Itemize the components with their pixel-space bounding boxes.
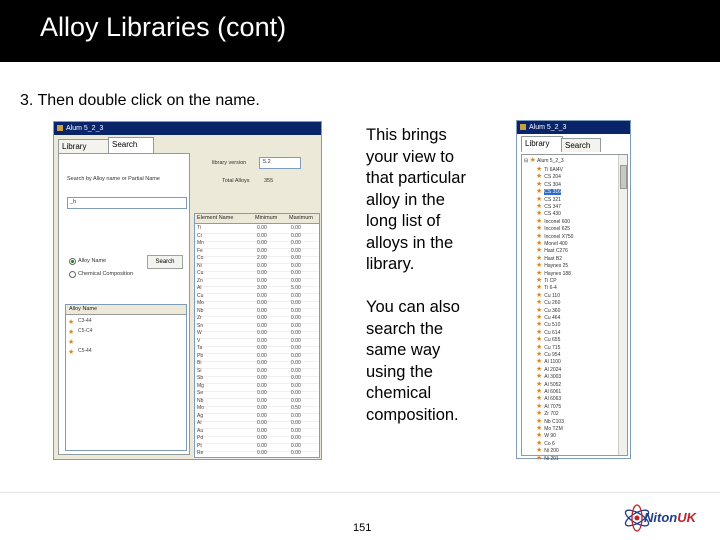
grid-cell-element: Au	[197, 427, 204, 434]
right-library-window	[516, 120, 631, 462]
paragraph-line: library.	[366, 255, 415, 273]
alloy-icon: ★	[536, 240, 545, 247]
grid-cell-maximum: 0.00	[291, 367, 301, 374]
right-window-title: Alum 5_2_3	[529, 124, 567, 131]
alloy-icon: ★	[536, 180, 545, 188]
chemical-composition-radio[interactable]	[69, 271, 76, 278]
alloy-icon: ★	[536, 203, 545, 210]
tree-alloy-item[interactable]	[536, 454, 559, 462]
grid-cell-maximum: 0.00	[291, 345, 301, 351]
tree-alloy-label: Mo TZM	[544, 426, 563, 432]
tree-alloy-label: Cu 715	[544, 344, 561, 351]
grid-cell-minimum: 0.00	[257, 307, 267, 314]
tab-library-label: Library	[62, 142, 87, 151]
grid-cell-maximum: 5.00	[291, 285, 301, 291]
grid-cell-maximum: 0.00	[291, 307, 301, 314]
grid-cell-minimum: 0.00	[257, 232, 267, 239]
tree-alloy-label: Haynes 188	[544, 270, 571, 277]
paragraph-line: You can also	[366, 298, 460, 316]
tree-root[interactable]	[524, 156, 564, 164]
alloy-icon: ★	[536, 454, 545, 462]
grid-cell-element: Zn	[197, 277, 203, 284]
grid-cell-minimum: 0.00	[257, 352, 267, 359]
chemical-composition-radio-label: Chemical Composition	[78, 271, 134, 277]
element-grid	[194, 213, 320, 458]
grid-cell-maximum: 0.00	[291, 322, 301, 329]
search-button[interactable]	[147, 255, 183, 269]
grid-cell-maximum: 0.00	[291, 225, 301, 231]
tab-library[interactable]	[58, 139, 110, 153]
grid-cell-minimum: 0.00	[257, 292, 267, 299]
alloy-icon: ★	[536, 232, 545, 240]
tree-alloy-label: Cu 655	[544, 337, 561, 344]
alloy-icon: ★	[536, 188, 545, 196]
grid-cell-element: Pt	[197, 442, 202, 449]
tree-alloy-label: Cu 110	[544, 292, 560, 299]
paragraph-line: that particular	[366, 169, 466, 187]
total-alloys-value: 355	[264, 178, 274, 184]
grid-cell-minimum: 0.00	[257, 420, 267, 426]
grid-cell-element: Ti	[197, 225, 201, 231]
grid-cell-element: Fe	[197, 247, 203, 254]
alloy-icon: ★	[536, 173, 545, 181]
alloy-icon: ★	[536, 447, 545, 455]
grid-cell-element: Mn	[197, 240, 204, 246]
grid-row	[195, 450, 319, 459]
slide-title-bar	[0, 0, 720, 62]
logo-text	[644, 510, 696, 525]
grid-cell-element: Al	[197, 420, 202, 426]
results-header	[66, 305, 186, 315]
left-window-titlebar	[54, 122, 321, 135]
grid-cell-minimum: 0.00	[257, 315, 267, 321]
grid-cell-maximum: 0.00	[291, 427, 301, 434]
grid-header-minimum: Minimum	[255, 215, 278, 221]
logo-text-niton: Niton	[644, 510, 678, 525]
tree-alloy-label: Al 5052	[544, 381, 562, 388]
alloy-icon: ★	[536, 343, 545, 351]
footer-divider	[0, 492, 720, 493]
tree-alloy-label: Cu 260	[544, 300, 561, 307]
tree-alloy-label: Ti CP	[544, 278, 557, 284]
grid-cell-element: Zr	[197, 315, 202, 321]
tree-alloy-label: Inconel 600	[544, 218, 571, 225]
tree-root-label: Alum 5_2_3	[537, 158, 564, 164]
results-header-label: Alloy Name	[69, 306, 98, 312]
tree-alloy-label: Monel 400	[544, 241, 568, 247]
grid-cell-maximum: 0.00	[291, 315, 301, 321]
total-alloys-label: Total Alloys	[222, 178, 250, 184]
tree-alloy-label: Co 6	[544, 440, 555, 447]
paragraph-line: alloys in the	[366, 233, 454, 252]
grid-cell-minimum: 0.00	[257, 262, 267, 269]
grid-cell-maximum: 0.00	[291, 382, 301, 389]
tree-alloy-label: Al 1100	[544, 359, 561, 366]
grid-cell-minimum: 0.00	[257, 397, 267, 404]
alloy-icon: ★	[536, 269, 545, 277]
grid-cell-minimum: 0.00	[257, 367, 267, 374]
tree-scrollbar[interactable]	[618, 155, 627, 455]
grid-cell-maximum: 0.00	[291, 375, 301, 381]
grid-cell-maximum: 0.00	[291, 247, 301, 254]
paragraph-view-explanation	[366, 125, 486, 276]
grid-cell-element: Bi	[197, 360, 202, 366]
alloy-icon: ★	[536, 195, 545, 203]
alloy-icon: ★	[536, 247, 545, 255]
grid-cell-maximum: 0.00	[291, 262, 301, 269]
grid-cell-maximum: 0.00	[291, 450, 301, 456]
logo-text-uk: UK	[677, 510, 696, 525]
grid-cell-element: Pd	[197, 435, 204, 441]
grid-cell-element: Mo	[197, 300, 204, 306]
paragraph-line: search the	[366, 319, 444, 338]
grid-cell-element: Cr	[197, 232, 203, 239]
tree-expander-icon[interactable]: ⊟	[524, 158, 530, 164]
alloy-icon: ★	[536, 395, 545, 403]
grid-cell-element: Nb	[197, 307, 204, 314]
tree-alloy-label: Cu 360	[544, 307, 561, 314]
alloy-icon: ★	[536, 425, 545, 432]
grid-cell-minimum: 0.00	[257, 375, 267, 381]
grid-cell-maximum: 0.00	[291, 412, 301, 419]
paragraph-line: using the	[366, 362, 433, 381]
tree-alloy-label: CS 316	[544, 189, 561, 196]
alloy-icon: ★	[536, 328, 545, 336]
grid-cell-maximum: 0.00	[291, 420, 301, 426]
search-button-label: Search	[155, 259, 175, 265]
tree-alloy-label: Cu 464	[544, 315, 561, 321]
alloy-icon: ★	[68, 319, 75, 326]
alloy-icon: ★	[536, 373, 545, 381]
grid-cell-maximum: 0.00	[291, 300, 301, 306]
tree-alloy-label: Al 2024	[544, 366, 562, 373]
tree-alloy-label: Cu 614	[544, 329, 561, 336]
tree-alloy-label: Al 3003	[544, 374, 562, 381]
tree-alloy-label: Hast B2	[544, 255, 563, 262]
instruction-text: 3. Then double click on the name.	[20, 92, 260, 109]
search-by-label: Search by Alloy name or Partial Name	[67, 176, 160, 182]
alloy-icon: ★	[536, 388, 545, 395]
grid-cell-minimum: 0.00	[257, 435, 267, 441]
library-version-value: 5.2	[263, 159, 271, 165]
grid-cell-element: Nb	[197, 397, 204, 404]
tree-alloy-label: W 90	[544, 433, 556, 440]
grid-cell-element: Al	[197, 285, 202, 291]
tree-alloy-label: Al 6061	[544, 389, 562, 395]
alloy-icon: ★	[536, 291, 545, 299]
tree-alloy-label: CS 304	[544, 181, 561, 188]
results-list-item-label: C3-44	[78, 318, 92, 324]
tree-alloy-label: CS 430	[544, 211, 561, 218]
app-icon	[57, 125, 63, 131]
alloy-icon: ★	[536, 254, 545, 262]
grid-cell-maximum: 0.00	[291, 330, 301, 336]
grid-cell-minimum: 0.00	[257, 247, 267, 254]
grid-cell-maximum: 0.00	[291, 352, 301, 359]
tree-alloy-label: Ni 200	[544, 448, 559, 455]
grid-cell-element: W	[197, 330, 202, 336]
alloy-icon: ★	[536, 358, 545, 366]
alloy-icon: ★	[536, 365, 545, 373]
tree-alloy-label: Nb C103	[544, 418, 564, 425]
grid-cell-minimum: 0.00	[257, 450, 267, 456]
tab-search-label: Search	[112, 140, 138, 149]
grid-cell-minimum: 0.00	[257, 382, 267, 389]
alloy-icon: ★	[536, 432, 545, 440]
alloy-icon: ★	[536, 210, 545, 218]
tree-alloy-label: Inconel X750	[544, 233, 574, 240]
tree-alloy-label: Al 6063	[544, 396, 562, 403]
search-input-value: _h	[70, 199, 77, 205]
alloy-icon: ★	[536, 217, 545, 225]
alloy-icon: ★	[536, 314, 545, 321]
search-input[interactable]	[67, 197, 187, 209]
grid-cell-minimum: 0.00	[257, 330, 267, 336]
alloy-name-radio[interactable]	[69, 258, 76, 265]
tree-alloy-label: Inconel 625	[544, 226, 571, 233]
tab-search[interactable]	[561, 138, 601, 152]
alloy-icon: ★	[536, 284, 545, 292]
grid-cell-element: Mo	[197, 405, 204, 411]
tree-alloy-label: Ti 6-4	[544, 285, 557, 292]
grid-cell-minimum: 3.00	[257, 285, 267, 291]
grid-cell-maximum: 0.00	[291, 390, 301, 396]
library-version-label: library version	[212, 160, 247, 166]
grid-cell-element: Mg	[197, 382, 204, 389]
grid-cell-minimum: 0.00	[257, 427, 267, 434]
grid-cell-minimum: 0.00	[257, 405, 267, 411]
alloy-icon: ★	[536, 277, 545, 284]
scrollbar-thumb[interactable]	[620, 165, 627, 189]
slide-title: Alloy Libraries (cont)	[40, 12, 287, 42]
grid-cell-minimum: 0.00	[257, 270, 267, 276]
tree-alloy-label: Ti 6Al4V	[544, 167, 563, 173]
tab-library-label: Library	[525, 139, 550, 148]
alloy-icon: ★	[536, 402, 545, 410]
alloy-folder-icon: ★	[529, 157, 536, 164]
grid-cell-minimum: 0.00	[257, 442, 267, 449]
grid-cell-maximum: 0.00	[291, 337, 301, 344]
grid-cell-element: Pb	[197, 352, 204, 359]
grid-cell-maximum: 0.00	[291, 442, 301, 449]
grid-cell-element: Cu	[197, 270, 204, 276]
alloy-icon: ★	[536, 166, 545, 173]
results-list-item-label: C5-C4	[78, 328, 93, 334]
tree-alloy-label: Cu 954	[544, 352, 561, 358]
alloy-icon: ★	[68, 329, 75, 336]
grid-cell-maximum: 0.50	[291, 405, 301, 411]
paragraph-line: This brings	[366, 126, 447, 144]
grid-cell-maximum: 0.00	[291, 277, 301, 284]
paragraph-line: composition.	[366, 405, 459, 424]
paragraph-line: your view to	[366, 147, 455, 166]
alloy-icon: ★	[536, 417, 545, 425]
grid-cell-element: V	[197, 337, 201, 344]
results-list-item-label: C5-C4	[78, 338, 93, 344]
grid-cell-maximum: 0.00	[291, 435, 301, 441]
results-list	[65, 304, 187, 451]
paragraph-line: same way	[366, 341, 441, 359]
tree-alloy-label: CS 347	[544, 204, 561, 210]
paragraph-line: chemical	[366, 384, 432, 402]
grid-cell-minimum: 0.00	[257, 390, 267, 396]
left-library-window	[53, 121, 322, 460]
alloy-icon: ★	[536, 262, 545, 270]
grid-cell-minimum: 0.00	[257, 225, 267, 231]
grid-cell-element: Ni	[197, 262, 202, 269]
paragraph-line: long list of	[366, 212, 441, 230]
alloy-tree	[521, 154, 628, 462]
grid-cell-element: Si	[197, 367, 202, 374]
grid-cell-element: Sn	[197, 322, 204, 329]
grid-cell-minimum: 0.00	[257, 322, 267, 329]
grid-cell-element: Cu	[197, 292, 204, 299]
alloy-icon: ★	[536, 321, 545, 329]
tree-alloy-label: Zr 702	[544, 411, 559, 418]
grid-cell-element: Se	[197, 390, 204, 396]
grid-cell-maximum: 0.00	[291, 270, 301, 276]
grid-cell-maximum: 0.00	[291, 397, 301, 404]
grid-cell-element: Re	[197, 450, 204, 456]
alloy-icon: ★	[536, 336, 545, 344]
tab-search-label: Search	[565, 141, 591, 150]
grid-cell-element: Ag	[197, 412, 204, 419]
grid-cell-maximum: 0.00	[291, 232, 301, 239]
app-icon	[520, 124, 526, 130]
alloy-icon: ★	[536, 351, 545, 358]
alloy-icon: ★	[68, 349, 75, 356]
alloy-icon: ★	[536, 380, 545, 388]
right-window-titlebar	[517, 121, 630, 134]
grid-cell-element: Co	[197, 255, 204, 261]
alloy-icon: ★	[536, 410, 545, 418]
tree-alloy-label: Haynes 25	[544, 263, 569, 270]
alloy-icon: ★	[68, 339, 75, 346]
tree-alloy-label: CS 204	[544, 174, 561, 181]
grid-cell-minimum: 0.00	[257, 360, 267, 366]
grid-cell-maximum: 0.00	[291, 360, 301, 366]
grid-cell-minimum: 0.00	[257, 240, 267, 246]
grid-cell-minimum: 2.00	[257, 255, 267, 261]
grid-cell-minimum: 0.00	[257, 337, 267, 344]
results-list-item-label: C5-44	[78, 348, 92, 354]
library-version-field	[259, 157, 301, 169]
tab-search[interactable]	[108, 137, 154, 153]
grid-header-element: Element Name	[197, 215, 234, 221]
grid-cell-element: Ta	[197, 345, 203, 351]
tree-alloy-label: CS 321	[544, 196, 561, 203]
alloy-icon: ★	[536, 299, 545, 307]
element-grid-header	[195, 214, 319, 224]
tree-alloy-label: Cu 510	[544, 322, 561, 329]
alloy-icon: ★	[536, 225, 545, 233]
grid-cell-maximum: 0.00	[291, 255, 301, 261]
search-form-panel	[58, 153, 190, 455]
grid-cell-element: Sb	[197, 375, 204, 381]
grid-cell-minimum: 0.00	[257, 345, 267, 351]
page-number: 151	[353, 522, 372, 534]
niton-uk-logo	[622, 500, 714, 536]
grid-cell-maximum: 0.00	[291, 240, 301, 246]
alloy-icon: ★	[536, 439, 545, 447]
tree-alloy-label: Hast C276	[544, 248, 568, 255]
grid-header-maximum: Maximum	[289, 215, 313, 221]
left-window-title: Alum 5_2_3	[66, 125, 104, 132]
tree-alloy-label: Al 7075	[544, 403, 562, 410]
alloy-icon: ★	[536, 306, 545, 314]
grid-cell-minimum: 0.00	[257, 412, 267, 419]
grid-cell-minimum: 0.00	[257, 277, 267, 284]
alloy-name-radio-label: Alloy Name	[78, 258, 107, 264]
paragraph-line: alloy in the	[366, 190, 445, 209]
grid-cell-maximum: 0.00	[291, 292, 301, 299]
paragraph-search-explanation	[366, 297, 486, 426]
grid-cell-minimum: 0.00	[257, 300, 267, 306]
tab-library[interactable]	[521, 136, 563, 152]
tree-alloy-label: Ni 201	[544, 455, 559, 462]
